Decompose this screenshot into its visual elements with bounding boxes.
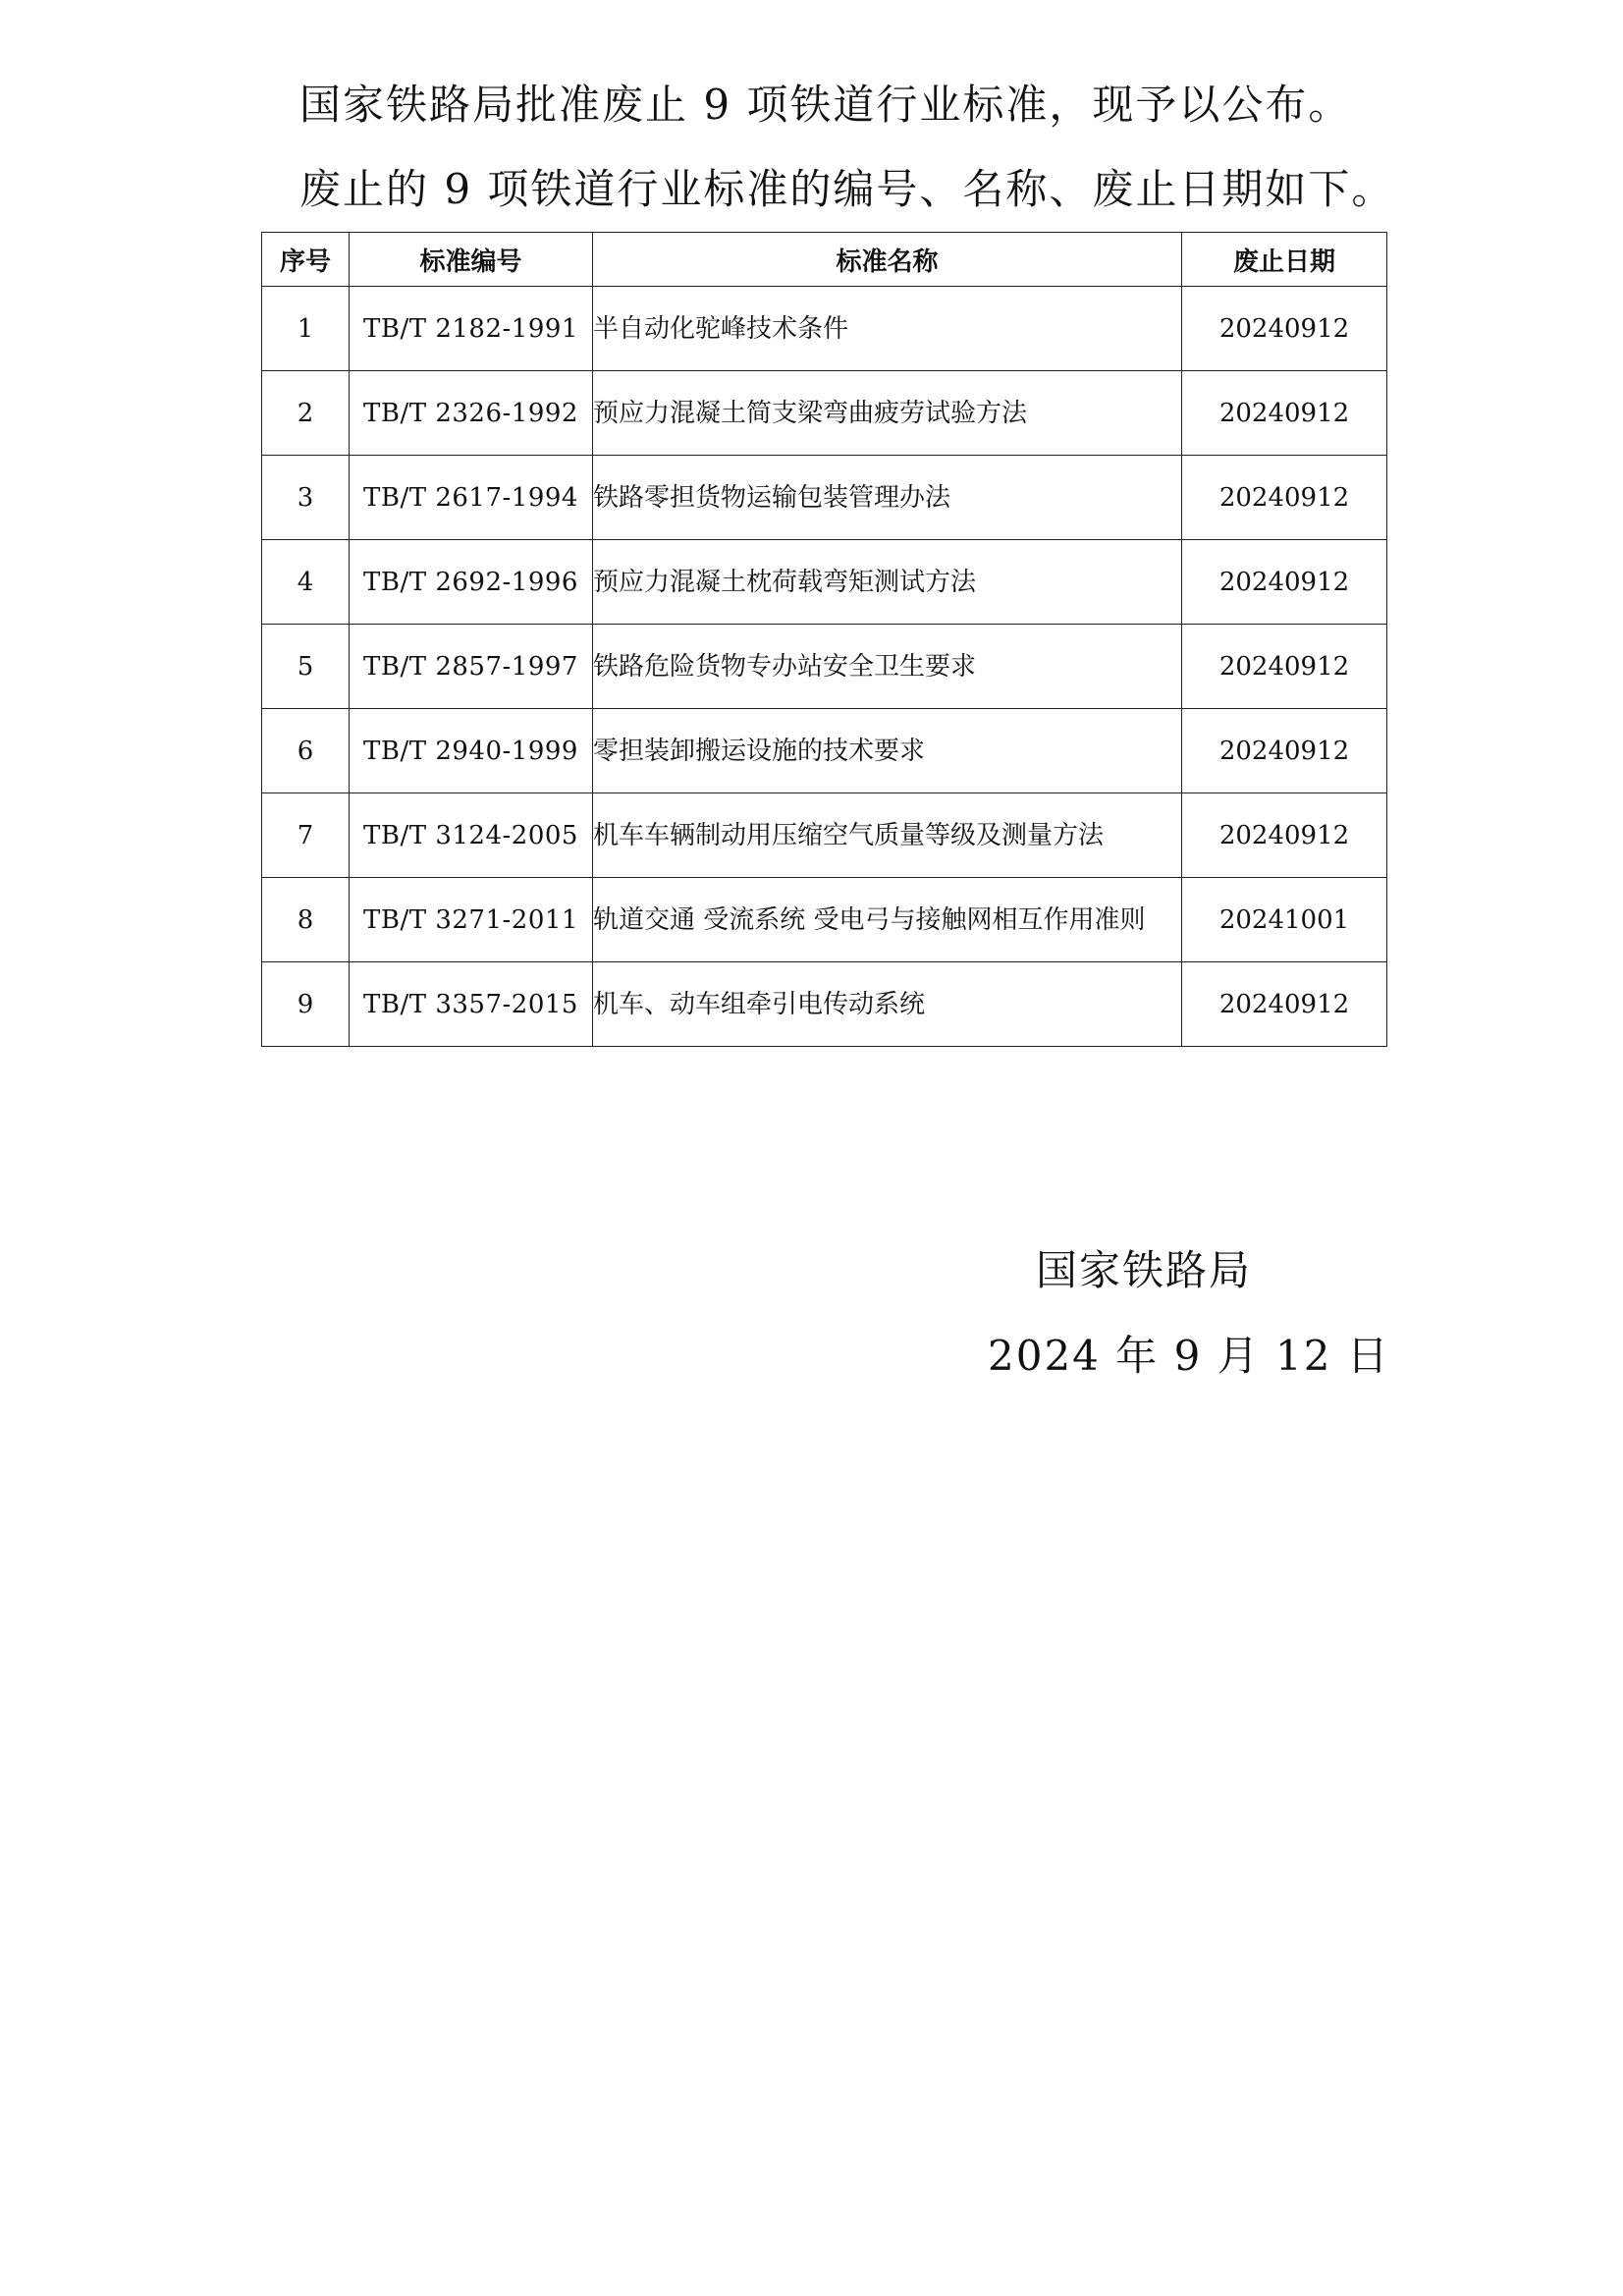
row-code: TB/T 3124-2005	[350, 793, 593, 878]
row-date: 20241001	[1182, 878, 1387, 962]
notice-line-1: 国家铁路局批准废止 9 项铁道行业标准，现予以公布。	[299, 81, 1352, 129]
table-row	[262, 878, 1387, 962]
row-index: 4	[262, 540, 350, 625]
table-row	[262, 456, 1387, 540]
row-name: 机车、动车组牵引电传动系统	[593, 962, 1182, 1047]
row-name: 铁路危险货物专办站安全卫生要求	[593, 625, 1182, 709]
row-index: 6	[262, 709, 350, 793]
table-row	[262, 625, 1387, 709]
row-date: 20240912	[1182, 540, 1387, 625]
row-name: 预应力混凝土枕荷载弯矩测试方法	[593, 540, 1182, 625]
row-code: TB/T 2617-1994	[350, 456, 593, 540]
row-date: 20240912	[1182, 456, 1387, 540]
row-code: TB/T 2692-1996	[350, 540, 593, 625]
row-index: 2	[262, 371, 350, 456]
row-name: 零担装卸搬运设施的技术要求	[593, 709, 1182, 793]
row-code: TB/T 2182-1991	[350, 287, 593, 371]
row-name: 机车车辆制动用压缩空气质量等级及测量方法	[593, 793, 1182, 878]
row-index: 8	[262, 878, 350, 962]
row-code: TB/T 2857-1997	[350, 625, 593, 709]
row-code: TB/T 2326-1992	[350, 371, 593, 456]
header-code: 标准编号	[350, 233, 593, 287]
header-date: 废止日期	[1182, 233, 1387, 287]
row-name: 轨道交通 受流系统 受电弓与接触网相互作用准则	[593, 878, 1182, 962]
row-name: 铁路零担货物运输包装管理办法	[593, 456, 1182, 540]
table-row	[262, 287, 1387, 371]
signature-date: 2024 年 9 月 12 日	[988, 1332, 1390, 1380]
row-name: 预应力混凝土简支梁弯曲疲劳试验方法	[593, 371, 1182, 456]
header-index: 序号	[262, 233, 350, 287]
row-code: TB/T 3357-2015	[350, 962, 593, 1047]
row-date: 20240912	[1182, 287, 1387, 371]
row-index: 3	[262, 456, 350, 540]
signature-organization: 国家铁路局	[1036, 1246, 1253, 1294]
standards-table	[261, 232, 1387, 1047]
row-index: 9	[262, 962, 350, 1047]
table-row	[262, 793, 1387, 878]
row-index: 5	[262, 625, 350, 709]
row-date: 20240912	[1182, 793, 1387, 878]
row-date: 20240912	[1182, 962, 1387, 1047]
row-index: 1	[262, 287, 350, 371]
row-code: TB/T 2940-1999	[350, 709, 593, 793]
row-index: 7	[262, 793, 350, 878]
row-date: 20240912	[1182, 709, 1387, 793]
table-row	[262, 371, 1387, 456]
row-name: 半自动化驼峰技术条件	[593, 287, 1182, 371]
notice-line-2: 废止的 9 项铁道行业标准的编号、名称、废止日期如下。	[299, 165, 1395, 213]
header-name: 标准名称	[593, 233, 1182, 287]
table-row	[262, 540, 1387, 625]
row-date: 20240912	[1182, 371, 1387, 456]
row-code: TB/T 3271-2011	[350, 878, 593, 962]
table-header-row	[262, 233, 1387, 287]
table-row	[262, 962, 1387, 1047]
row-date: 20240912	[1182, 625, 1387, 709]
table-row	[262, 709, 1387, 793]
